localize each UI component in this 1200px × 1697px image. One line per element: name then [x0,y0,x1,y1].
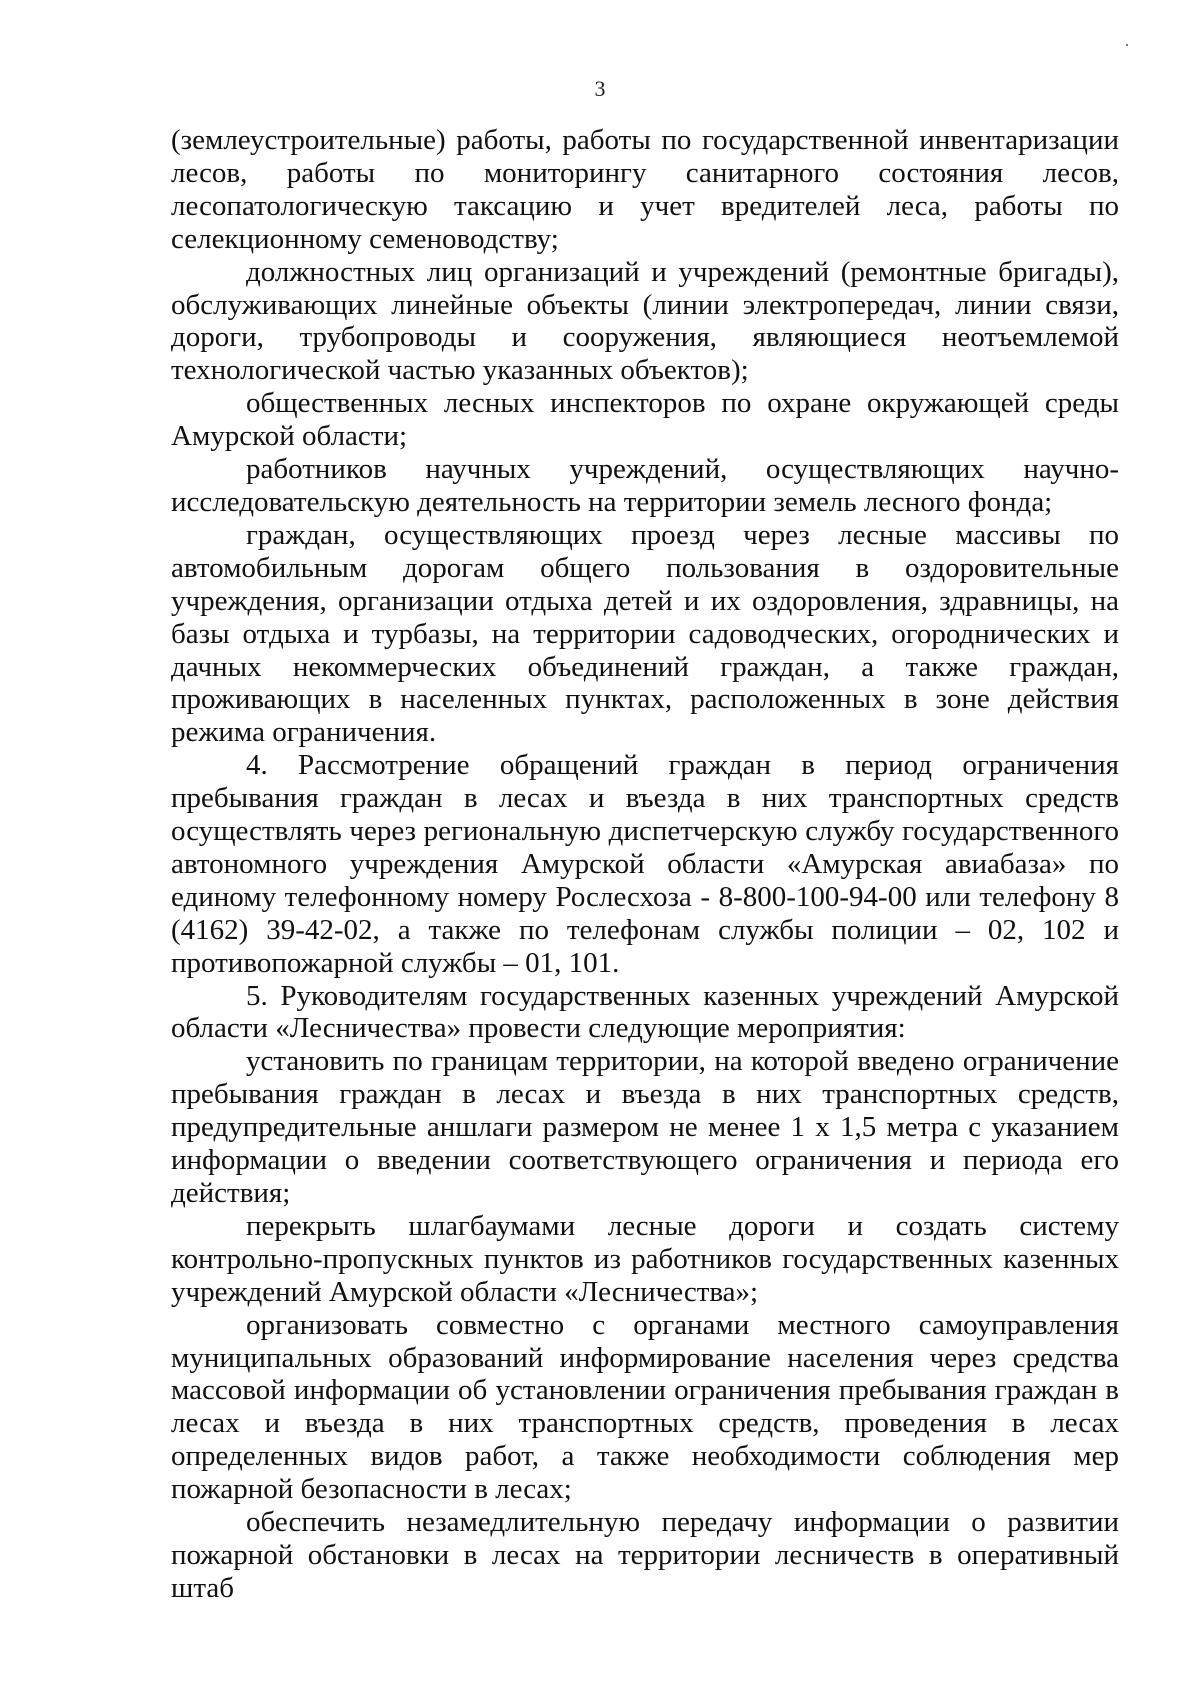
paragraph-3: общественных лесных инспекторов по охране окружающей среды Амурской области; [171,387,1119,453]
page-number: 3 [594,76,606,101]
document-body [171,124,1119,1605]
paragraph-4: работников научных учреждений, осуществляющих научно-исследовательскую деятельность на территории земель лесного фонда; [171,453,1119,518]
paragraph-8: установить по границам территории, на которой введено ограничение пребывания граждан в лесах и въезда в них транспортных средств, предупредительные аншлаги размером не менее 1 х 1,5 метра с указанием информации о введении соответствующего ограничения и периода его действия; [171,1045,1119,1209]
paragraph-11: обеспечить незамедлительную передачу информации о развитии пожарной обстановки в лесах на территории лесничеств в оперативный штаб [171,1506,1119,1604]
paragraph-10: организовать совместно с органами местного самоуправления муниципальных образований информирование населения через средства массовой информации об установлении ограничения пребывания граждан в лесах и въезда в них транспортных средств, проведения в лесах определенных видов работ, а также необходимости соблюдения мер пожарной безопасности в лесах; [171,1308,1119,1506]
paragraph-9: перекрыть шлагбаумами лесные дороги и создать систему контрольно-пропускных пунктов из работников государственных казенных учреждений Амурской области «Лесничества»; [171,1209,1119,1308]
scan-speck [1126,44,1128,46]
paragraph-6: 4. Рассмотрение обращений граждан в период ограничения пребывания граждан в лесах и въезда в них транспортных средств осуществлять через региональную диспетчерскую службу государственного автономного учреждения Амурской области «Амурская авиабаза» по единому телефонному номеру Рослесхоза - 8-800-100-94-00 или телефону 8 (4162) 39-42-02, а также по телефонам службы полиции – 02, 102 и противопожарной службы – 01, 101. [171,749,1119,979]
paragraph-7: 5. Руководителям государственных казенных учреждений Амурской области «Лесничества» провести следующие мероприятия: [171,979,1119,1045]
paragraph-2: должностных лиц организаций и учреждений (ремонтные бригады), обслуживающих линейные объекты (линии электропередач, линии связи, дороги, трубопроводы и сооружения, являющиеся неотъемлемой технологической частью указанных объектов); [171,255,1119,387]
paragraph-1: (землеустроительные) работы, работы по государственной инвентаризации лесов, работы по мониторингу санитарного состояния лесов, лесопатологическую таксацию и учет вредителей леса, работы по селекционному семеноводству; [171,124,1119,255]
paragraph-5: граждан, осуществляющих проезд через лесные массивы по автомобильным дорогам общего пользования в оздоровительные учреждения, организации отдыха детей и их оздоровления, здравницы, на базы отдыха и турбазы, на территории садоводческих, огороднических и дачных некоммерческих объединений граждан, а также граждан, проживающих в населенных пунктах, расположенных в зоне действия режима ограничения. [171,518,1119,749]
